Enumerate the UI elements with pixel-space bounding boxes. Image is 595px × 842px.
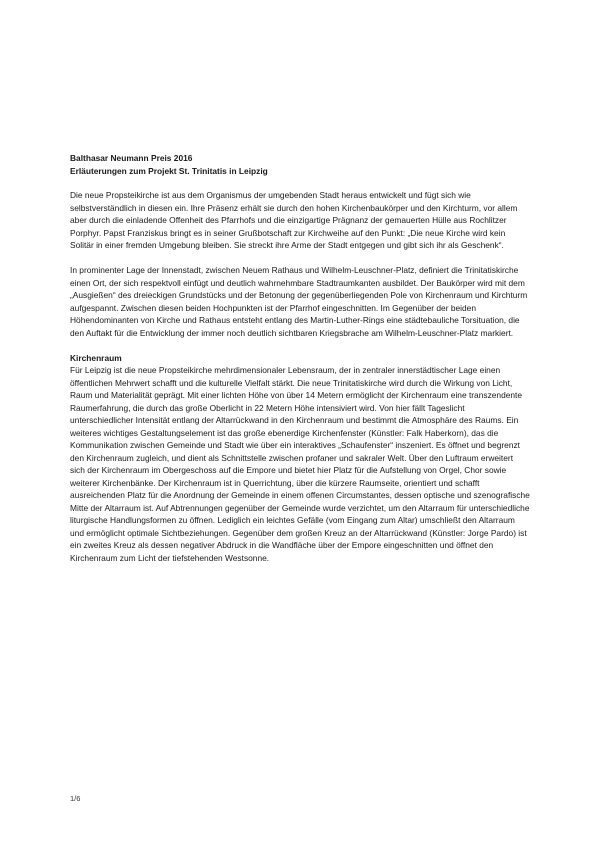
page-number: 1/6 <box>70 794 81 803</box>
paragraph-intro: Die neue Propsteikirche ist aus dem Organismus der umgebenden Stadt heraus entwickelt und fügt sich wie selbstverständlich in diesen ein. Ihre Präsenz erhält sie durch den hohen Kirchenbaukörper und den Kirchturm, vor allem aber durch die einladende Offenheit des Pfarrhofs und die einzigartige Prägnanz der gemauerten Hülle aus Rochlitzer Porphyr. Papst Franziskus bringt es in seiner Grußbotschaft zur Kirchweihe auf den Punkt: „Die neue Kirche wird kein Solitär in einer fremden Umgebung bleiben. Sie streckt ihre Arme der Stadt entgegen und gibt sich ihr als Geschenk“. <box>70 190 518 250</box>
paragraph-location: In prominenter Lage der Innenstadt, zwischen Neuem Rathaus und Wilhelm-Leuschner-Platz, definiert die Trinitatiskirche einen Ort, der sich respektvoll einfügt und deutlich wahrnehmbare Stadtraumkanten ausbildet. Der Baukörper wird mit dem „Ausgießen“ des dreieckigen Grundstücks und der Betonung der gegenüberliegenden Pole von Kirchenraum und Kirchturm aufgespannt. Zwischen diesen beiden Hochpunkten ist der Pfarrhof eingeschnitten. Im Gegenüber der beiden Höhendominanten von Kirche und Rathaus entsteht entlang des Martin-Luther-Rings eine städtebauliche Torsituation, die den Auftakt für die Entwicklung der immer noch deutlich sichtbaren Kriegsbrache am Wilhelm-Leuschner-Platz markiert. <box>70 265 528 338</box>
section-body: Für Leipzig ist die neue Propsteikirche mehrdimensionaler Lebensraum, der in zentraler innerstädtischer Lage einen öffentlichen Mehrwert schafft und die kulturelle Vielfalt stärkt. Die neue Trinitatiskirche wird durch die Wirkung von Licht, Raum und Materialität geprägt. Mit einer lichten Höhe von über 14 Metern ermöglicht der Kirchenraum eine transzendente Raumerfahrung, die durch das große Oberlicht in 22 Metern Höhe intensiviert wird. Von hier fällt Tageslicht unterschiedlicher Intensität entlang der Altarrückwand in den Kirchenraum und bestimmt die Atmosphäre des Raums. Ein weiteres wichtiges Gestaltungselement ist das große ebenerdige Kirchenfenster (Künstler: Falk Haberkorn), das die Kommunikation zwischen Gemeinde und Stadt wie über ein interaktives „Schaufenster“ inszeniert. Es öffnet und begrenzt den Kirchenraum zugleich, und dient als Schnittstelle zwischen profaner und sakraler Welt. Über den Luftraum erweitert sich der Kirchenraum im Obergeschoss auf die Empore und bietet hier Platz für die Aufstellung von Orgel, Chor sowie weiterer Kirchenbänke. Der Kirchenraum ist in Querrichtung, über die kürzere Raumseite, orientiert und schafft ausreichenden Platz für die Anordnung der Gemeinde in einem offenen Circumstantes, dessen optische und szenografische Mitte der Altarraum ist. Auf Abtrennungen gegenüber der Gemeinde wurde verzichtet, um den Altarraum für unterschiedliche liturgische Handlungsformen zu öffnen. Lediglich ein leichtes Gefälle (vom Eingang zum Altar) umschließt den Altarraum und ermöglicht optimale Sichtbeziehungen. Gegenüber dem großen Kreuz an der Altarrückwand (Künstler: Jorge Pardo) ist ein zweites Kreuz als dessen negativer Abdruck in die Wandfläche über der Empore eingeschnitten und öffnet den Kirchenraum zum Licht der tiefstehenden Westsonne. <box>70 365 530 563</box>
section-kirchenraum <box>70 352 530 565</box>
document-body <box>70 152 530 564</box>
document-title: Balthasar Neumann Preis 2016 <box>70 153 193 163</box>
document-heading <box>70 152 530 177</box>
document-subtitle: Erläuterungen zum Projekt St. Trinitatis in Leipzig <box>70 165 268 176</box>
section-heading: Kirchenraum <box>70 352 122 363</box>
